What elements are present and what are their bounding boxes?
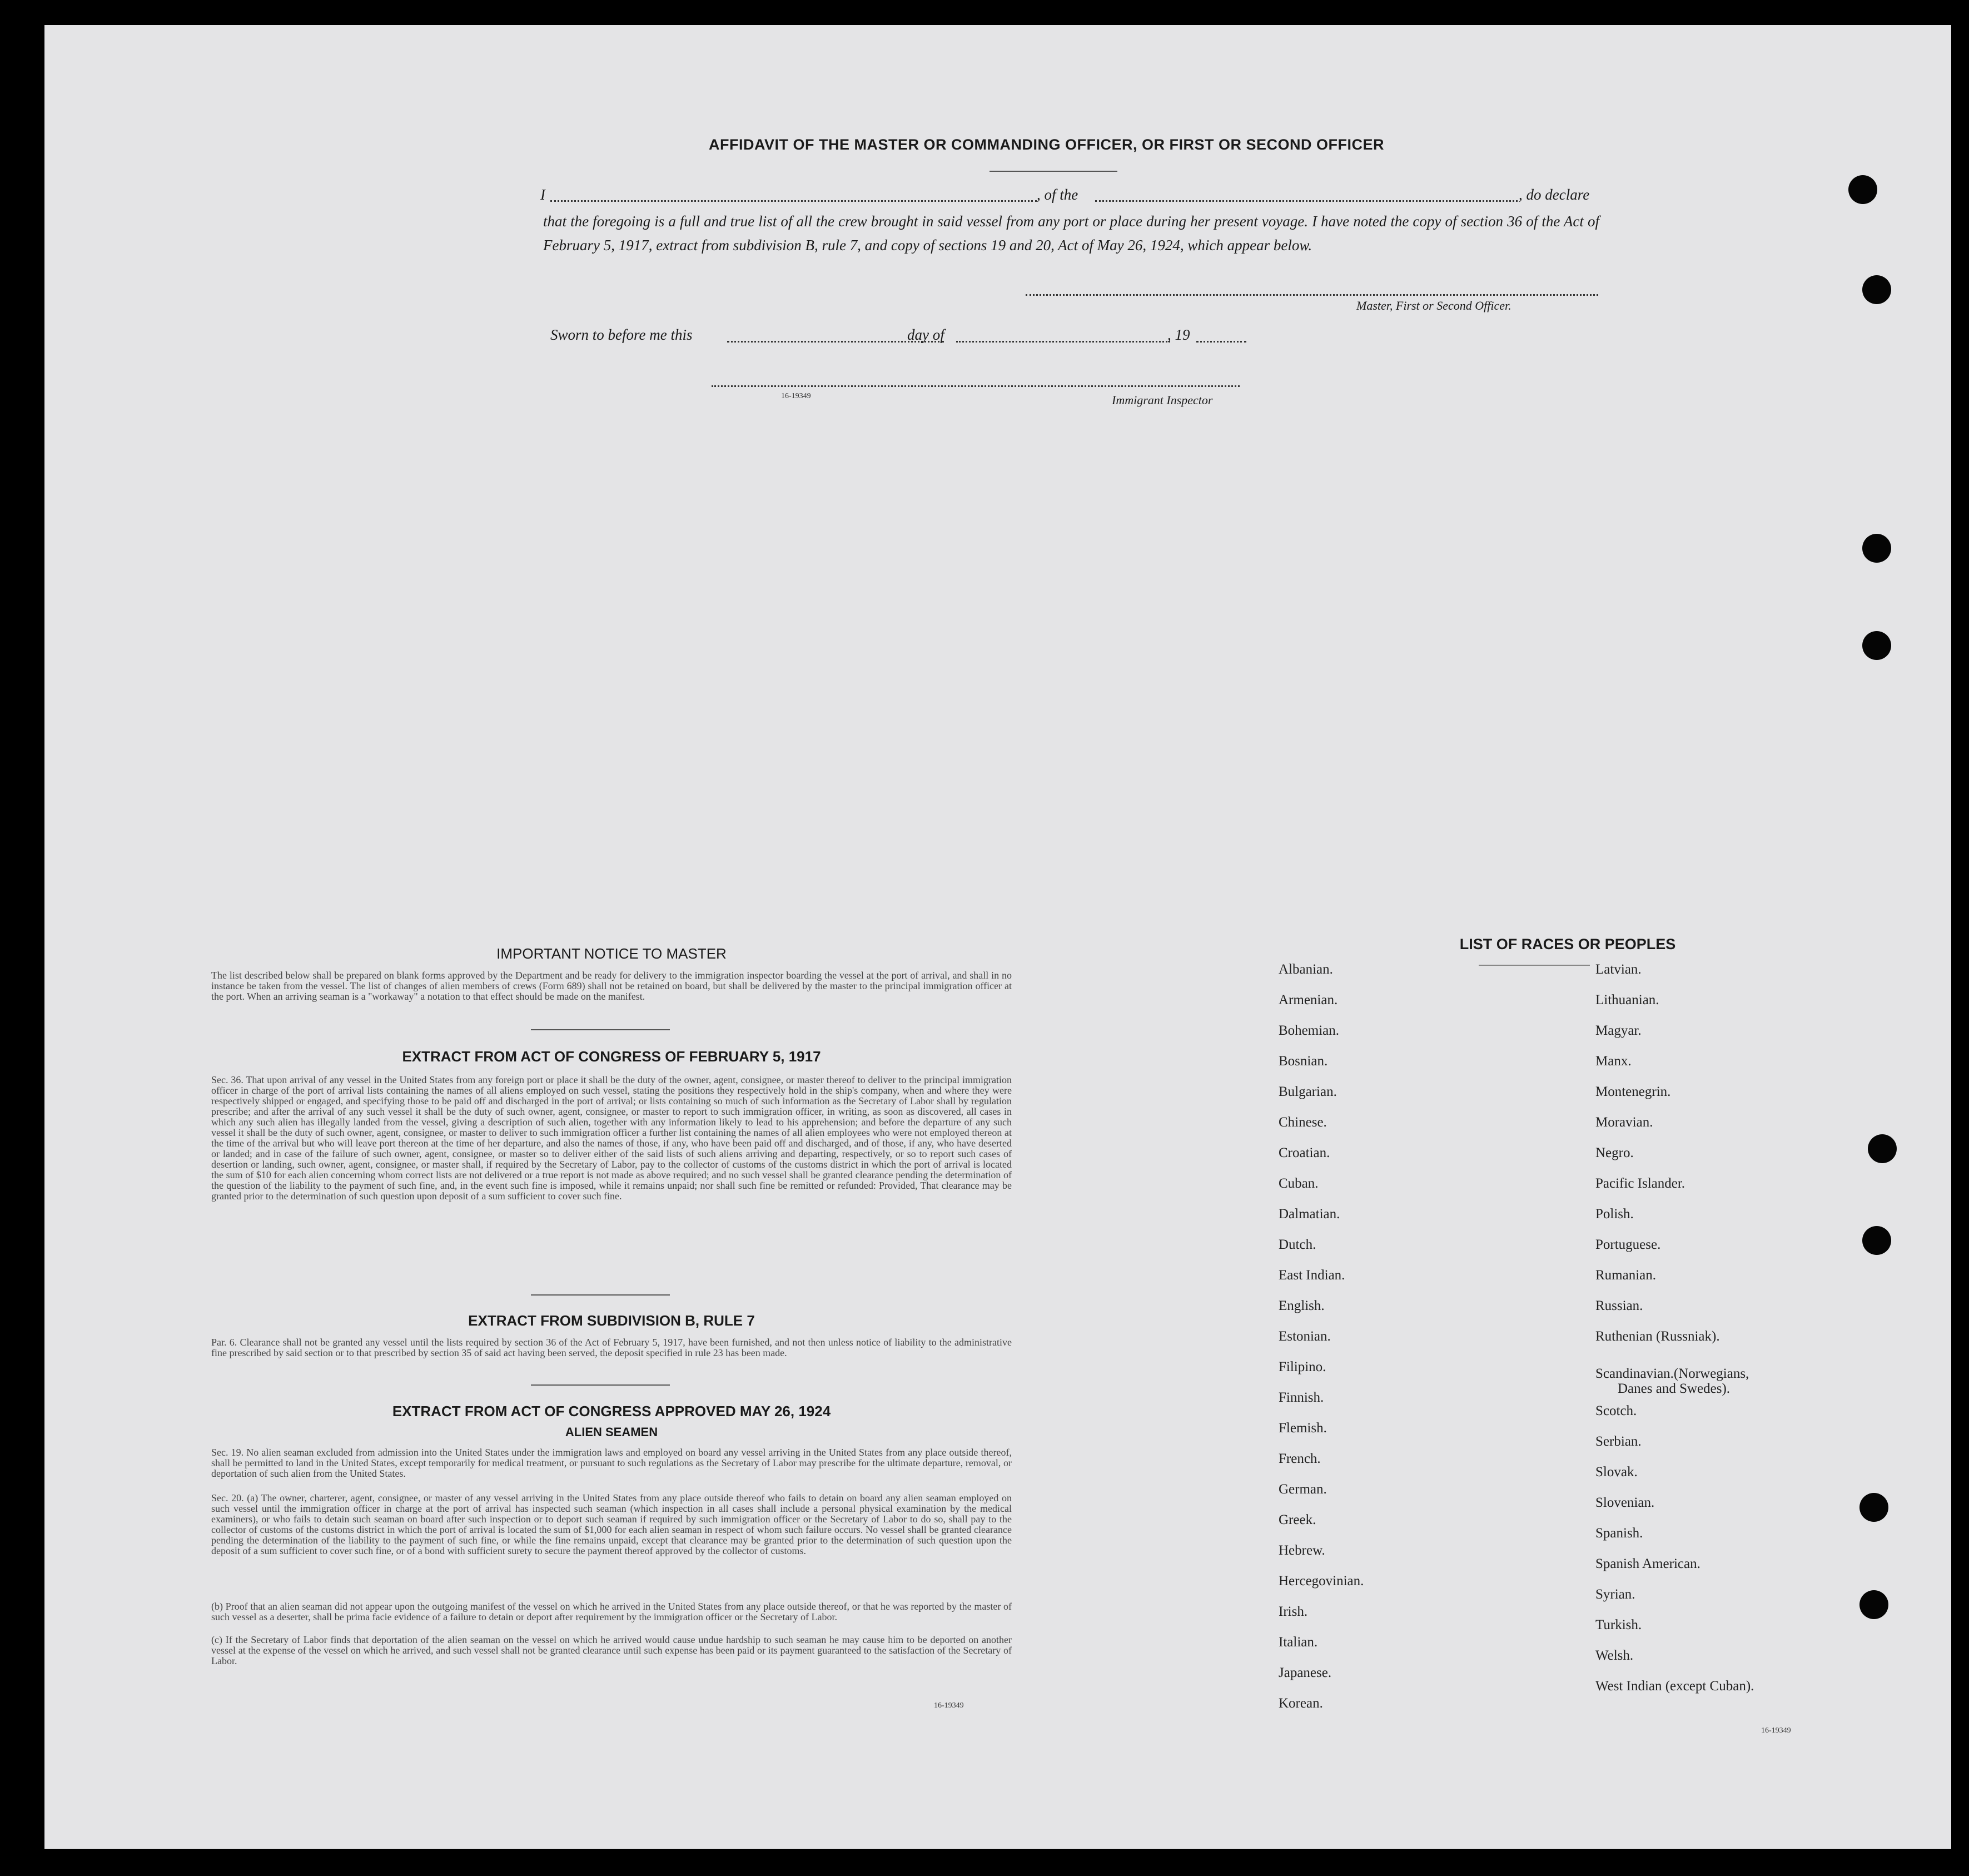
race-item: Syrian.	[1595, 1587, 1635, 1602]
race-item: Croatian.	[1279, 1145, 1330, 1160]
race-item: Chinese.	[1279, 1115, 1327, 1130]
race-item: Dutch.	[1279, 1237, 1316, 1252]
race-item: Finnish.	[1279, 1390, 1324, 1405]
race-item: Russian.	[1595, 1298, 1643, 1313]
race-item: Moravian.	[1595, 1115, 1653, 1130]
extract-form-number: 16-19349	[934, 1701, 964, 1710]
punch-hole	[1859, 1590, 1888, 1619]
race-item: Bosnian.	[1279, 1054, 1328, 1069]
notice-text: The list described below shall be prepared on blank forms approved by the Department and be ready for delivery to the immigration inspector boarding the vessel at the port of arrival, and shall in no instance be taken from the vessel. The list of changes of alien members of crews (Form 689) shall not be retained on board, but shall be delivered by the master to the principal immigration officer at the port. When an arriving seaman is a "workaway" a notation to that effect should be made on the manifest.	[211, 970, 1012, 1002]
extract-1917-text: Sec. 36. That upon arrival of any vessel in the United States from any foreign port or place it shall be the duty of the owner, agent, consignee, or master thereof to deliver to the principal immigration officer in charge of the port of arrival lists containing the names of all aliens employed on such vessel, stating the positions they respectively hold in the ship's company, when and where they were respectively shipped or engaged, and specifying those to be paid off and discharged in the port of arrival; or lists containing so much of such information as the Secretary of Labor shall by regulation prescribe; and after the arrival of any such vessel it shall be the duty of such owner, agent, consignee, or master to report to such immigration officer, in writing, as soon as discovered, all cases in which any such alien has illegally landed from the vessel, giving a description of such alien, together with any information likely to lead to his apprehension; and before the departure of any such vessel it shall be the duty of such owner, agent, consignee, or master to deliver to such immigration officer a further list containing the names of all alien employees who were not employed thereon at the time of the arrival but who will leave port thereon at the time of her departure, and also the names of those, if any, who have been paid off and discharged, and of those, if any, who have deserted or landed; and in case of the failure of such owner, agent, consignee, or master so to deliver either of the said lists of such aliens arriving and departing, respectively, or so to report such cases of desertion or landing, such owner, agent, consignee, or master shall, if required by the Secretary of Labor, pay to the collector of customs of the customs district in which the port of arrival is located the sum of $10 for each alien concerning whom correct lists are not delivered or a true report is not made as above required; and no such vessel shall be granted clearance pending the determination of the question of the liability to the payment of such fine, and, in the event such fine is imposed, while it remains unpaid; nor shall such fine be remitted or refunded: Provided, That clearance may be granted prior to the determination of such question upon deposit of a sum sufficient to cover such fine.	[211, 1074, 1012, 1202]
affidavit-text: that the foregoing is a full and true list of all the crew brought in said vessel from any port or place during her present voyage. I have noted the copy of section 36 of the Act of February 5, 1917, extract from subdivision B, rule 7, and copy of sections 19 and 20, Act of May 26, 1924, which appear below.	[543, 213, 1599, 254]
race-item: Bohemian.	[1279, 1023, 1340, 1038]
sworn-year-field[interactable]	[1196, 341, 1246, 343]
race-item: Latvian.	[1595, 962, 1642, 977]
race-item: Filipino.	[1279, 1359, 1326, 1374]
race-item: German.	[1279, 1482, 1327, 1497]
document-page	[44, 25, 1951, 1849]
affidavit-title: AFFIDAVIT OF THE MASTER OR COMMANDING OFFICER, OR FIRST OR SECOND OFFICER	[709, 136, 1384, 153]
race-item: Serbian.	[1595, 1434, 1642, 1449]
sworn-label: Sworn to before me this	[550, 326, 693, 343]
races-form-number: 16-19349	[1761, 1726, 1791, 1735]
race-item: Spanish.	[1595, 1526, 1643, 1541]
affidavit-of-the-label: , of the	[1037, 186, 1078, 203]
race-item: Scotch.	[1595, 1403, 1637, 1418]
race-item: Flemish.	[1279, 1421, 1327, 1436]
sworn-month-field[interactable]	[956, 341, 1170, 343]
day-of-label: day of	[907, 326, 944, 343]
race-item: Danes and Swedes).	[1618, 1381, 1731, 1396]
race-item: Hebrew.	[1279, 1543, 1325, 1558]
notice-rule	[531, 1029, 670, 1030]
race-item: Hercegovinian.	[1279, 1574, 1364, 1589]
races-rule	[1479, 965, 1590, 966]
inspector-signature-field[interactable]	[712, 385, 1240, 387]
race-item: Magyar.	[1595, 1023, 1642, 1038]
subdivision-b-text: Par. 6. Clearance shall not be granted any vessel until the lists required by section 36 of the Act of February 5, 1917, have been furnished, and not then unless notice of liability to the administrative fine prescribed by said section or to that prescribed by section 35 of said act having been served, the deposit specified in rule 23 has been made.	[211, 1337, 1012, 1358]
affidavit-i-label: I	[540, 186, 545, 203]
race-item: East Indian.	[1279, 1268, 1345, 1283]
race-item: Manx.	[1595, 1054, 1632, 1069]
race-item: Armenian.	[1279, 992, 1338, 1008]
race-item: Greek.	[1279, 1512, 1316, 1527]
race-item: Portuguese.	[1595, 1237, 1661, 1252]
name-field[interactable]	[550, 200, 1037, 202]
subdivision-b-title: EXTRACT FROM SUBDIVISION B, RULE 7	[468, 1312, 755, 1329]
race-item: Japanese.	[1279, 1665, 1332, 1680]
affidavit-declare-label: , do declare	[1519, 186, 1590, 203]
extract-1917-title: EXTRACT FROM ACT OF CONGRESS OF FEBRUARY 5, 1917	[402, 1048, 821, 1065]
punch-hole	[1859, 1493, 1888, 1522]
race-item: West Indian (except Cuban).	[1595, 1679, 1754, 1694]
race-item: Irish.	[1279, 1604, 1308, 1619]
races-title: LIST OF RACES OR PEOPLES	[1459, 936, 1676, 952]
race-item: Rumanian.	[1595, 1268, 1657, 1283]
race-item: Dalmatian.	[1279, 1207, 1340, 1222]
sec20a-text: Sec. 20. (a) The owner, charterer, agent, consignee, or master of any vessel arriving in the United States from any place outside thereof who fails to detain on board any alien seaman employed on such vessel until the immigration officer in charge at the port of arrival has inspected such seaman (which inspection in all cases shall include a personal physical examination by the medical examiners), or who fails to detain such seaman on board after such inspection or to deport such seaman if required by such immigration officer or the Secretary of Labor to do so, shall pay to the collector of customs of the customs district in which the port of arrival is located the sum of $1,000 for each alien seaman in respect of whom such failure occurs. No vessel shall be granted clearance pending the determination of the liability to the payment of such fine, or while the fine remains unpaid, except that clearance may be granted prior to the determination of such question upon the deposit of a sum sufficient to cover such fine, or of a bond with sufficient surety to secure the payment thereof approved by the collector of customs.	[211, 1492, 1012, 1556]
race-item: Negro.	[1595, 1145, 1634, 1160]
master-signature-field[interactable]	[1026, 294, 1598, 296]
title-rule	[990, 171, 1117, 172]
race-item: Spanish American.	[1595, 1556, 1700, 1571]
sec20c-text: (c) If the Secretary of Labor finds that deportation of the alien seaman on the vessel on which he arrived would cause undue hardship to such seaman he may cause him to be deported on another vessel at the expense of the vessel on which he arrived, and such vessel shall not be granted clearance until such expense has been paid or its payment guaranteed to the satisfaction of the Secretary of Labor.	[211, 1634, 1012, 1666]
race-item: Welsh.	[1595, 1648, 1634, 1663]
vessel-field[interactable]	[1095, 200, 1518, 202]
race-item: Italian.	[1279, 1635, 1318, 1650]
race-item: Turkish.	[1595, 1617, 1642, 1632]
subdivision-b-rule	[531, 1384, 670, 1386]
extract-1917-rule	[531, 1294, 670, 1296]
notice-title: IMPORTANT NOTICE TO MASTER	[496, 945, 727, 962]
race-item: Slovenian.	[1595, 1495, 1655, 1510]
race-item: Albanian.	[1279, 962, 1333, 977]
race-item: Polish.	[1595, 1207, 1634, 1222]
race-item: Cuban.	[1279, 1176, 1319, 1191]
race-item: Lithuanian.	[1595, 992, 1659, 1008]
race-item: Korean.	[1279, 1696, 1323, 1711]
race-item: Slovak.	[1595, 1465, 1638, 1480]
extract-1924-subtitle: ALIEN SEAMEN	[565, 1425, 658, 1439]
race-item: Estonian.	[1279, 1329, 1331, 1344]
punch-hole	[1848, 175, 1877, 204]
race-item: Montenegrin.	[1595, 1084, 1671, 1099]
punch-hole	[1862, 534, 1891, 563]
sec20b-text: (b) Proof that an alien seaman did not appear upon the outgoing manifest of the vessel on which he arrived in the United States from any place outside thereof, or that he was reported by the master of such vessel as a deserter, shall be prima facie evidence of a failure to detain or deport after requirement by the immigration officer or the Secretary of Labor.	[211, 1601, 1012, 1622]
inspector-caption: Immigrant Inspector	[1112, 393, 1213, 407]
punch-hole	[1868, 1134, 1897, 1163]
extract-1924-title: EXTRACT FROM ACT OF CONGRESS APPROVED MAY 26, 1924	[392, 1403, 831, 1420]
race-item: French.	[1279, 1451, 1321, 1466]
race-item: Bulgarian.	[1279, 1084, 1337, 1099]
master-caption: Master, First or Second Officer.	[1356, 299, 1511, 312]
race-item: Pacific Islander.	[1595, 1176, 1685, 1191]
year-label: , 19	[1167, 326, 1190, 343]
race-item: English.	[1279, 1298, 1325, 1313]
race-item: Ruthenian (Russniak).	[1595, 1329, 1720, 1344]
punch-hole	[1862, 631, 1891, 660]
punch-hole	[1862, 1226, 1891, 1255]
affidavit-form-number: 16-19349	[781, 392, 811, 400]
sec19-text: Sec. 19. No alien seaman excluded from admission into the United States under the immigration laws and employed on board any vessel arriving in the United States from any place outside thereof, shall be permitted to land in the United States, except temporarily for medical treatment, or pursuant to such regulations as the Secretary of Labor may prescribe for the ultimate departure, removal, or deportation of such alien from the United States.	[211, 1447, 1012, 1479]
race-item: Scandinavian.(Norwegians,	[1595, 1366, 1749, 1381]
punch-hole	[1862, 275, 1891, 304]
